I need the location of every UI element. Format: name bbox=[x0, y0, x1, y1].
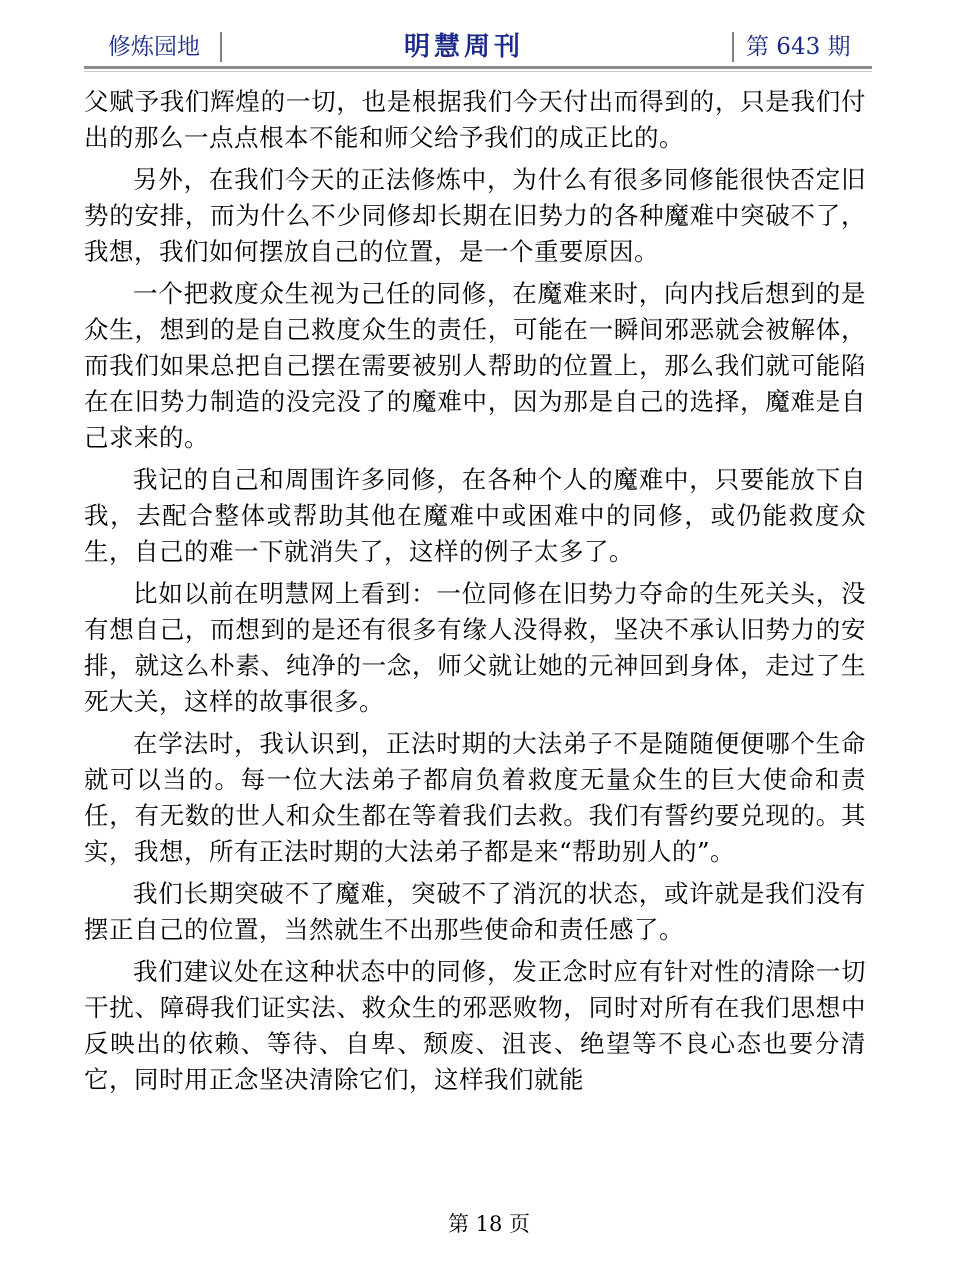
header-divider-left bbox=[220, 32, 222, 62]
issue-number: 第 643 期 bbox=[746, 34, 851, 60]
page-header bbox=[84, 22, 872, 68]
paragraph-4: 我记的自己和周围许多同修，在各种个人的魔难中，只要能放下自我，去配合整体或帮助其他在魔难中或困难中的同修，或仍能救度众生，自己的难一下就消失了，这样的例子太多了。 bbox=[84, 465, 866, 566]
header-rule bbox=[84, 66, 872, 69]
header-divider-right bbox=[732, 32, 734, 62]
paragraph-6: 在学法时，我认识到，正法时期的大法弟子不是随随便便哪个生命就可以当的。每一位大法弟子都肩负着救度无量众生的巨大使命和责任，有无数的世人和众生都在等着我们去救。我们有誓约要兑现的。其实，我想，所有正法时期的大法弟子都是来“帮助别人的”。 bbox=[84, 729, 866, 866]
page-number: 第 18 页 bbox=[447, 1212, 531, 1236]
article-body bbox=[84, 84, 866, 1104]
paragraph-2: 另外，在我们今天的正法修炼中，为什么有很多同修能很快否定旧势的安排，而为什么不少同修却长期在旧势力的各种魔难中突破不了，我想，我们如何摆放自己的位置，是一个重要原因。 bbox=[84, 165, 866, 266]
publication-title: 明慧周刊 bbox=[404, 32, 525, 62]
paragraph-1: 父赋予我们辉煌的一切，也是根据我们今天付出而得到的，只是我们付出的那么一点点根本不能和师父给予我们的成正比的。 bbox=[84, 87, 866, 152]
section-label: 修炼园地 bbox=[108, 34, 200, 60]
paragraph-3: 一个把救度众生视为己任的同修，在魔难来时，向内找后想到的是众生，想到的是自己救度众生的责任，可能在一瞬间邪恶就会被解体，而我们如果总把自己摆在需要被别人帮助的位置上，那么我们就可能陷在在旧势力制造的没完没了的魔难中，因为那是自己的选择，魔难是自己求来的。 bbox=[84, 279, 866, 452]
header-rule-thin bbox=[84, 71, 872, 72]
paragraph-8: 我们建议处在这种状态中的同修，发正念时应有针对性的清除一切干扰、障碍我们证实法、救众生的邪恶败物，同时对所有在我们思想中反映出的依赖、等待、自卑、颓废、沮丧、绝望等不良心态也要分清它，同时用正念坚决清除它们，这样我们就能 bbox=[84, 957, 866, 1094]
paragraph-7: 我们长期突破不了魔难，突破不了消沉的状态，或许就是我们没有摆正自己的位置，当然就生不出那些使命和责任感了。 bbox=[84, 879, 866, 944]
paragraph-5: 比如以前在明慧网上看到：一位同修在旧势力夺命的生死关头，没有想自己，而想到的是还有很多有缘人没得救，坚决不承认旧势力的安排，就这么朴素、纯净的一念，师父就让她的元神回到身体，走过了生死大关，这样的故事很多。 bbox=[84, 579, 866, 716]
